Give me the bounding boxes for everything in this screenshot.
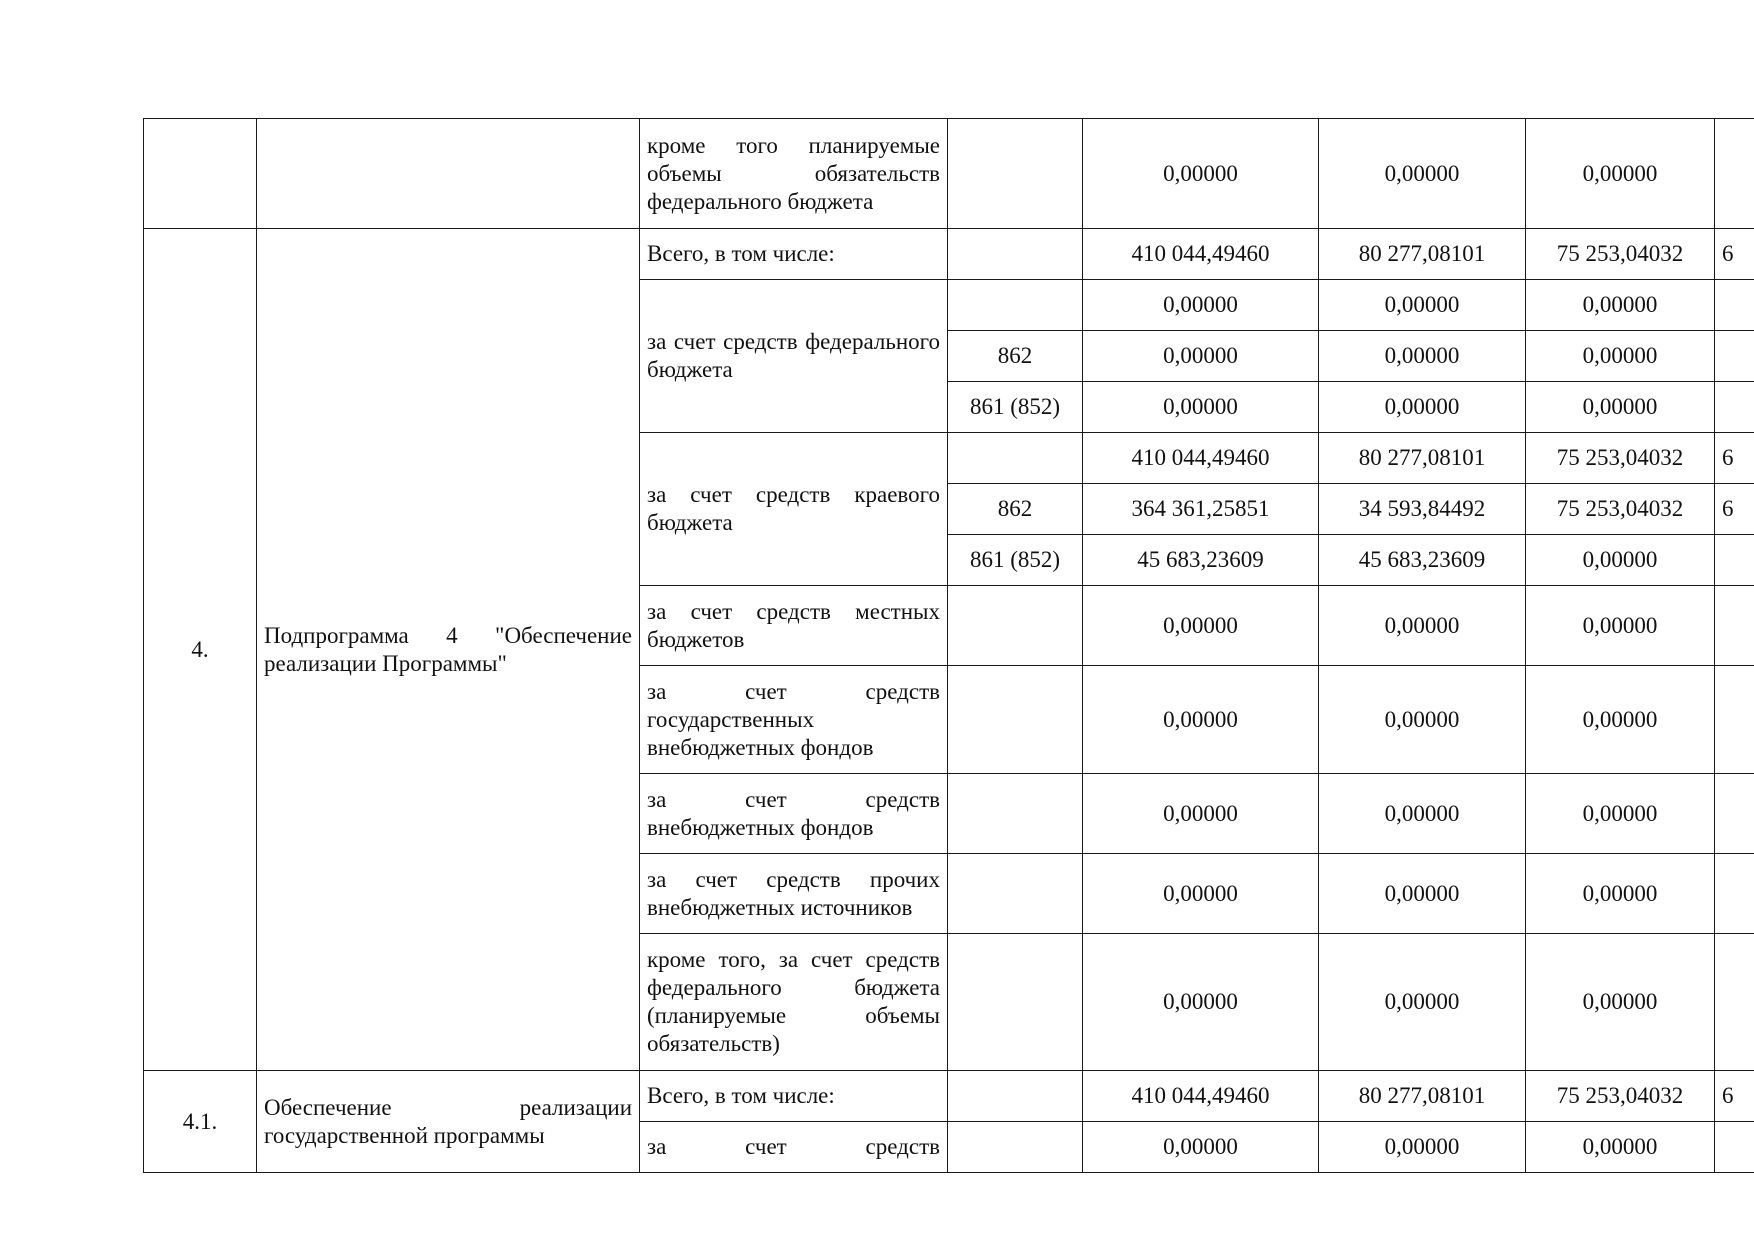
- total-cell: 0,00000: [1083, 1122, 1319, 1173]
- year2-cell: 0,00000: [1526, 586, 1715, 666]
- year3-cell: [1715, 586, 1754, 666]
- year3-cell: [1715, 1122, 1754, 1173]
- funding-source-cell: Всего, в том числе:: [640, 1071, 948, 1122]
- code-cell: [948, 666, 1083, 774]
- year3-cell: [1715, 119, 1754, 229]
- year1-cell: 45 683,23609: [1319, 535, 1526, 586]
- name-cell: [257, 119, 640, 229]
- code-cell: [948, 433, 1083, 484]
- year3-cell: [1715, 382, 1754, 433]
- code-cell: [948, 774, 1083, 854]
- year2-cell: 75 253,04032: [1526, 484, 1715, 535]
- year1-cell: 0,00000: [1319, 774, 1526, 854]
- year1-cell: 80 277,08101: [1319, 229, 1526, 280]
- year2-cell: 0,00000: [1526, 934, 1715, 1071]
- year3-cell: [1715, 666, 1754, 774]
- index-cell: 4.1.: [144, 1071, 257, 1173]
- code-cell: [948, 119, 1083, 229]
- table-row: [144, 119, 1754, 229]
- funding-source-cell: за счет средств прочих внебюджетных источников: [640, 854, 948, 934]
- year3-cell: 6: [1715, 229, 1754, 280]
- total-cell: 410 044,49460: [1083, 1071, 1319, 1122]
- year2-cell: 75 253,04032: [1526, 1071, 1715, 1122]
- year1-cell: 0,00000: [1319, 854, 1526, 934]
- code-cell: 861 (852): [948, 535, 1083, 586]
- year2-cell: 0,00000: [1526, 382, 1715, 433]
- year1-cell: 34 593,84492: [1319, 484, 1526, 535]
- year3-cell: 6: [1715, 484, 1754, 535]
- year3-cell: 6: [1715, 433, 1754, 484]
- year1-cell: 0,00000: [1319, 666, 1526, 774]
- year2-cell: 0,00000: [1526, 774, 1715, 854]
- total-cell: 0,00000: [1083, 854, 1319, 934]
- year3-cell: [1715, 934, 1754, 1071]
- year2-cell: 0,00000: [1526, 280, 1715, 331]
- code-cell: [948, 586, 1083, 666]
- year1-cell: 0,00000: [1319, 119, 1526, 229]
- total-cell: 0,00000: [1083, 934, 1319, 1071]
- year2-cell: 0,00000: [1526, 331, 1715, 382]
- year3-cell: [1715, 331, 1754, 382]
- code-cell: 862: [948, 331, 1083, 382]
- funding-source-cell: за счет средств государственных внебюджетных фондов: [640, 666, 948, 774]
- funding-source-cell: за счет средств краевого бюджета: [640, 433, 948, 586]
- total-cell: 0,00000: [1083, 382, 1319, 433]
- code-cell: [948, 280, 1083, 331]
- total-cell: 45 683,23609: [1083, 535, 1319, 586]
- year2-cell: 0,00000: [1526, 666, 1715, 774]
- table-row: [144, 229, 1754, 280]
- year1-cell: 80 277,08101: [1319, 1071, 1526, 1122]
- total-cell: 0,00000: [1083, 119, 1319, 229]
- code-cell: 862: [948, 484, 1083, 535]
- code-cell: [948, 1071, 1083, 1122]
- year2-cell: 0,00000: [1526, 1122, 1715, 1173]
- year1-cell: 0,00000: [1319, 331, 1526, 382]
- year1-cell: 0,00000: [1319, 280, 1526, 331]
- year2-cell: 75 253,04032: [1526, 433, 1715, 484]
- year2-cell: 0,00000: [1526, 854, 1715, 934]
- year1-cell: 80 277,08101: [1319, 433, 1526, 484]
- funding-source-cell: за счет средств внебюджетных фондов: [640, 774, 948, 854]
- year2-cell: 0,00000: [1526, 535, 1715, 586]
- index-cell: 4.: [144, 229, 257, 1071]
- funding-source-cell: кроме того планируемые объемы обязательств федерального бюджета: [640, 119, 948, 229]
- funding-source-cell: кроме того, за счет средств федерального бюджета (планируемые объемы обязательств): [640, 934, 948, 1071]
- funding-source-cell: за счет средств местных бюджетов: [640, 586, 948, 666]
- total-cell: 0,00000: [1083, 586, 1319, 666]
- funding-source-cell: за счет средств: [640, 1122, 948, 1173]
- funding-source-cell: за счет средств федерального бюджета: [640, 280, 948, 433]
- total-cell: 364 361,25851: [1083, 484, 1319, 535]
- year2-cell: 0,00000: [1526, 119, 1715, 229]
- total-cell: 0,00000: [1083, 280, 1319, 331]
- total-cell: 410 044,49460: [1083, 229, 1319, 280]
- code-cell: [948, 854, 1083, 934]
- code-cell: [948, 1122, 1083, 1173]
- year3-cell: [1715, 854, 1754, 934]
- index-cell: [144, 119, 257, 229]
- total-cell: 0,00000: [1083, 331, 1319, 382]
- table-row: [144, 1071, 1754, 1122]
- year1-cell: 0,00000: [1319, 934, 1526, 1071]
- name-cell: Подпрограмма 4 "Обеспечение реализации Программы": [257, 229, 640, 1071]
- total-cell: 0,00000: [1083, 774, 1319, 854]
- year1-cell: 0,00000: [1319, 382, 1526, 433]
- total-cell: 410 044,49460: [1083, 433, 1319, 484]
- code-cell: [948, 229, 1083, 280]
- year1-cell: 0,00000: [1319, 586, 1526, 666]
- budget-table: [143, 118, 1754, 1173]
- year2-cell: 75 253,04032: [1526, 229, 1715, 280]
- code-cell: [948, 934, 1083, 1071]
- funding-source-cell: Всего, в том числе:: [640, 229, 948, 280]
- total-cell: 0,00000: [1083, 666, 1319, 774]
- code-cell: 861 (852): [948, 382, 1083, 433]
- year3-cell: [1715, 774, 1754, 854]
- year3-cell: [1715, 535, 1754, 586]
- year3-cell: 6: [1715, 1071, 1754, 1122]
- year1-cell: 0,00000: [1319, 1122, 1526, 1173]
- year3-cell: [1715, 280, 1754, 331]
- name-cell: Обеспечение реализации государственной программы: [257, 1071, 640, 1173]
